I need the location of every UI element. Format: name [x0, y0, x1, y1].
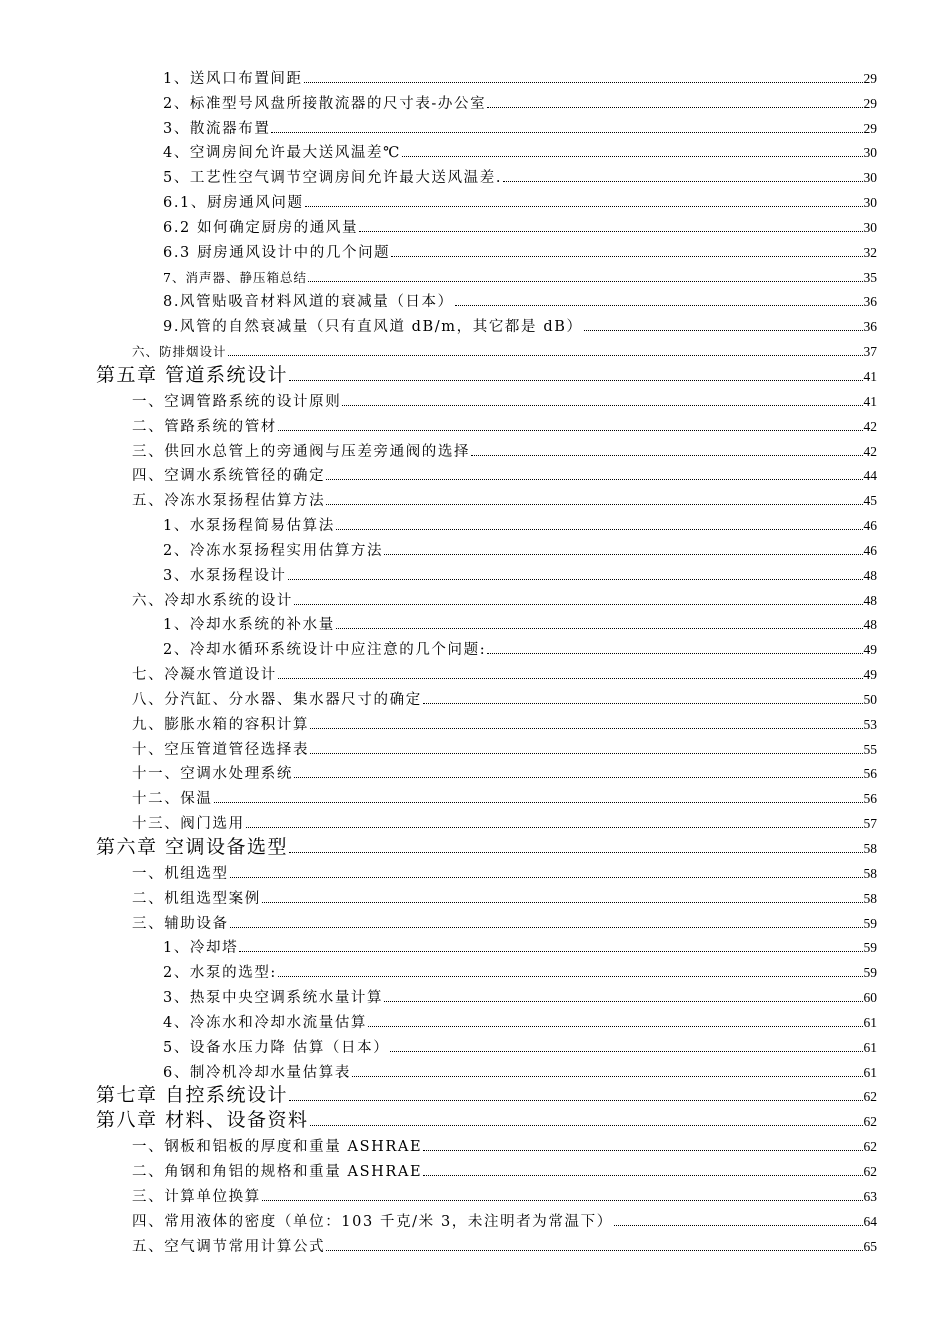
dot-leader	[487, 107, 862, 108]
toc-page-number: 30	[863, 219, 877, 235]
dot-leader	[278, 976, 863, 977]
toc-page-number: 62	[863, 1163, 877, 1179]
dot-leader	[336, 529, 863, 530]
toc-entry[interactable]	[0, 237, 877, 262]
toc-page-number: 30	[863, 195, 877, 211]
toc-entry[interactable]	[0, 535, 877, 560]
toc-entry-title: 第六章 空调设备选型	[96, 836, 289, 858]
toc-entry-title: 六、冷却水系统的设计	[132, 592, 293, 609]
dot-leader	[384, 554, 862, 555]
toc-entry-title: 6.1、厨房通风问题	[163, 195, 304, 212]
toc-chapter-entry[interactable]	[0, 1106, 877, 1131]
toc-entry[interactable]	[0, 659, 877, 684]
dot-leader	[487, 653, 862, 654]
toc-entry-title: 4、空调房间允许最大送风温差℃	[163, 145, 401, 162]
toc-page-number: 48	[863, 567, 877, 583]
toc-page-number: 58	[863, 890, 877, 906]
toc-page-number: 30	[863, 145, 877, 161]
dot-leader	[308, 281, 863, 282]
toc-page-number: 29	[863, 120, 877, 136]
toc-entry-title: 八、分汽缸、分水器、集水器尺寸的确定	[132, 691, 422, 708]
toc-page-number: 48	[863, 617, 877, 633]
toc-entry-title: 1、送风口布置间距	[163, 70, 303, 87]
dot-leader	[271, 132, 862, 133]
toc-entry-title: 2、水泵的选型:	[163, 965, 277, 982]
toc-entry[interactable]	[0, 1156, 877, 1181]
dot-leader	[305, 206, 863, 207]
toc-page-number: 56	[863, 791, 877, 807]
toc-entry[interactable]	[0, 1007, 877, 1032]
toc-entry[interactable]	[0, 759, 877, 784]
dot-leader	[230, 927, 863, 928]
toc-entry-title: 3、热泵中央空调系统水量计算	[163, 990, 384, 1007]
toc-entry-title: 3、散流器布置	[163, 120, 271, 137]
toc-page-number: 29	[863, 95, 877, 111]
toc-entry-title: 2、标准型号风盘所接散流器的尺寸表-办公室	[163, 95, 487, 112]
toc-entry[interactable]	[0, 957, 877, 982]
toc-entry-title: 五、冷冻水泵扬程估算方法	[132, 493, 326, 510]
toc-entry-title: 四、空调水系统管径的确定	[132, 468, 326, 485]
dot-leader	[294, 777, 863, 778]
toc-entry[interactable]	[0, 858, 877, 883]
toc-entry-title: 5、工艺性空气调节空调房间允许最大送风温差.	[163, 170, 503, 187]
toc-page-number: 55	[863, 741, 877, 757]
toc-entry[interactable]	[0, 783, 877, 808]
dot-leader	[304, 82, 863, 83]
toc-entry[interactable]	[0, 982, 877, 1007]
dot-leader	[391, 256, 862, 257]
dot-leader	[278, 430, 863, 431]
dot-leader	[614, 1225, 863, 1226]
toc-entry-title: 第七章 自控系统设计	[96, 1084, 289, 1107]
toc-entry[interactable]	[0, 1131, 877, 1156]
toc-page-number: 32	[863, 244, 877, 260]
toc-page-number: 56	[863, 766, 877, 782]
toc-entry-title: 2、冷冻水泵扬程实用估算方法	[163, 542, 384, 559]
dot-leader	[310, 753, 862, 754]
dot-leader	[326, 479, 862, 480]
dot-leader	[228, 355, 863, 356]
toc-page-number: 49	[863, 642, 877, 658]
toc-entry-title: 三、供回水总管上的旁通阀与压差旁通阀的选择	[132, 443, 471, 460]
toc-entry-title: 三、辅助设备	[132, 915, 229, 932]
dot-leader	[262, 902, 863, 903]
toc-page-number: 62	[863, 1114, 877, 1130]
toc-entry-title: 2、冷却水循环系统设计中应注意的几个问题:	[163, 642, 487, 659]
toc-entry[interactable]	[0, 560, 877, 585]
toc-entry[interactable]	[0, 734, 877, 759]
dot-leader	[336, 628, 863, 629]
toc-entry[interactable]	[0, 311, 877, 336]
dot-leader	[423, 1175, 862, 1176]
toc-page-number: 61	[863, 1064, 877, 1080]
toc-entry[interactable]	[0, 610, 877, 635]
toc-entry-title: 1、冷却水系统的补水量	[163, 617, 335, 634]
toc-entry-title: 十三、阀门选用	[132, 816, 245, 833]
toc-page-number: 36	[863, 319, 877, 335]
toc-entry[interactable]	[0, 684, 877, 709]
toc-entry[interactable]	[0, 634, 877, 659]
toc-page-number: 42	[863, 443, 877, 459]
toc-entry-title: 九、膨胀水箱的容积计算	[132, 716, 310, 733]
dot-leader	[310, 728, 862, 729]
toc-entry[interactable]	[0, 287, 877, 312]
dot-leader	[503, 181, 862, 182]
toc-page-number: 49	[863, 667, 877, 683]
toc-page-number: 37	[863, 344, 877, 360]
table-of-contents	[0, 63, 950, 1256]
dot-leader	[310, 1125, 863, 1126]
toc-chapter-entry[interactable]	[0, 1082, 877, 1107]
dot-leader	[584, 330, 863, 331]
toc-page-number: 45	[863, 493, 877, 509]
toc-entry-title: 一、钢板和铝板的厚度和重量 ASHRAE	[132, 1139, 423, 1156]
toc-entry-title: 1、水泵扬程简易估算法	[163, 518, 335, 535]
toc-entry[interactable]	[0, 411, 877, 436]
toc-entry[interactable]	[0, 113, 877, 138]
toc-entry-title: 3、水泵扬程设计	[163, 567, 287, 584]
toc-page-number: 30	[863, 170, 877, 186]
dot-leader	[390, 1051, 862, 1052]
toc-page-number: 36	[863, 294, 877, 310]
toc-entry[interactable]	[0, 187, 877, 212]
toc-entry-title: 六、防排烟设计	[132, 344, 227, 360]
dot-leader	[352, 1076, 863, 1077]
dot-leader	[289, 852, 862, 853]
toc-page-number: 58	[863, 865, 877, 881]
toc-page-number: 59	[863, 940, 877, 956]
toc-entry[interactable]	[0, 1032, 877, 1057]
toc-entry-title: 五、空气调节常用计算公式	[132, 1238, 326, 1255]
toc-page-number: 46	[863, 542, 877, 558]
toc-entry-title: 二、机组选型案例	[132, 890, 261, 907]
dot-leader	[288, 579, 863, 580]
toc-page-number: 61	[863, 1039, 877, 1055]
toc-page-number: 42	[863, 418, 877, 434]
toc-chapter-entry[interactable]	[0, 361, 877, 386]
toc-page-number: 46	[863, 518, 877, 534]
toc-entry[interactable]	[0, 1231, 877, 1256]
toc-entry-title: 四、常用液体的密度（单位：103 千克/米 3，未注明者为常温下）	[132, 1213, 613, 1230]
toc-entry-title: 一、机组选型	[132, 865, 229, 882]
toc-chapter-entry[interactable]	[0, 833, 877, 858]
toc-page-number: 41	[863, 368, 877, 384]
toc-entry[interactable]	[0, 63, 877, 88]
toc-page-number: 63	[863, 1188, 877, 1204]
toc-entry[interactable]	[0, 1206, 877, 1231]
dot-leader	[246, 827, 863, 828]
toc-page-number: 64	[863, 1213, 877, 1229]
toc-page-number: 57	[863, 816, 877, 832]
toc-page-number: 62	[863, 1089, 877, 1105]
toc-page-number: 59	[863, 965, 877, 981]
toc-entry-title: 5、设备水压力降 估算（日本）	[163, 1039, 390, 1056]
toc-entry-title: 4、冷冻水和冷却水流量估算	[163, 1014, 368, 1031]
toc-entry[interactable]	[0, 262, 877, 287]
toc-page-number: 61	[863, 1014, 877, 1030]
toc-page-number: 50	[863, 691, 877, 707]
toc-entry-title: 十、空压管道管径选择表	[132, 741, 310, 758]
toc-entry[interactable]	[0, 212, 877, 237]
toc-entry[interactable]	[0, 510, 877, 535]
toc-entry[interactable]	[0, 1181, 877, 1206]
dot-leader	[326, 504, 862, 505]
dot-leader	[455, 305, 863, 306]
toc-entry[interactable]	[0, 908, 877, 933]
toc-entry[interactable]	[0, 88, 877, 113]
dot-leader	[294, 604, 863, 605]
dot-leader	[368, 1026, 862, 1027]
dot-leader	[423, 703, 863, 704]
dot-leader	[359, 231, 862, 232]
dot-leader	[289, 1100, 862, 1101]
toc-entry-title: 十二、保温	[132, 791, 213, 808]
toc-entry-title: 三、计算单位换算	[132, 1188, 261, 1205]
dot-leader	[214, 802, 863, 803]
dot-leader	[278, 678, 863, 679]
dot-leader	[402, 156, 863, 157]
toc-entry[interactable]	[0, 436, 877, 461]
toc-entry[interactable]	[0, 883, 877, 908]
toc-entry[interactable]	[0, 386, 877, 411]
toc-entry[interactable]	[0, 162, 877, 187]
toc-entry-title: 二、角钢和角铝的规格和重量 ASHRAE	[132, 1163, 423, 1180]
toc-entry[interactable]	[0, 709, 877, 734]
dot-leader	[262, 1200, 863, 1201]
toc-entry[interactable]	[0, 933, 877, 958]
toc-entry[interactable]	[0, 808, 877, 833]
dot-leader	[423, 1150, 862, 1151]
toc-entry[interactable]	[0, 461, 877, 486]
toc-entry-title: 7、消声器、静压箱总结	[163, 269, 307, 285]
toc-entry-title: 6、制冷机冷却水量估算表	[163, 1064, 351, 1081]
dot-leader	[471, 455, 862, 456]
toc-entry-title: 第八章 材料、设备资料	[96, 1109, 309, 1132]
toc-page-number: 65	[863, 1238, 877, 1254]
dot-leader	[289, 380, 862, 381]
toc-entry[interactable]	[0, 485, 877, 510]
dot-leader	[342, 405, 862, 406]
toc-entry-title: 二、管路系统的管材	[132, 418, 277, 435]
toc-page-number: 35	[863, 269, 877, 285]
toc-page-number: 29	[863, 70, 877, 86]
dot-leader	[326, 1250, 862, 1251]
dot-leader	[384, 1001, 862, 1002]
toc-entry-title: 6.2 如何确定厨房的通风量	[163, 219, 359, 236]
toc-page-number: 62	[863, 1139, 877, 1155]
toc-entry-title: 十一、空调水处理系统	[132, 766, 293, 783]
dot-leader	[239, 951, 862, 952]
toc-entry-title: 9.风管的自然衰减量（只有直风道 dB/m，其它都是 dB）	[163, 319, 583, 336]
toc-page-number: 44	[863, 468, 877, 484]
dot-leader	[230, 877, 863, 878]
toc-entry-title: 一、空调管路系统的设计原则	[132, 393, 342, 410]
toc-entry-title: 1、冷却塔	[163, 940, 239, 957]
toc-entry-title: 6.3 厨房通风设计中的几个问题	[163, 244, 391, 261]
toc-entry-title: 8.风管贴吸音材料风道的衰减量（日本）	[163, 294, 454, 311]
toc-page-number: 58	[863, 841, 877, 856]
toc-page-number: 60	[863, 990, 877, 1006]
toc-page-number: 59	[863, 915, 877, 931]
toc-page-number: 53	[863, 716, 877, 732]
toc-entry[interactable]	[0, 138, 877, 163]
toc-entry[interactable]	[0, 1057, 877, 1082]
toc-page-number: 41	[863, 393, 877, 409]
toc-entry[interactable]	[0, 336, 877, 361]
toc-page-number: 48	[863, 592, 877, 608]
toc-entry[interactable]	[0, 585, 877, 610]
toc-entry-title: 第五章 管道系统设计	[96, 363, 289, 386]
toc-entry-title: 七、冷凝水管道设计	[132, 667, 277, 684]
